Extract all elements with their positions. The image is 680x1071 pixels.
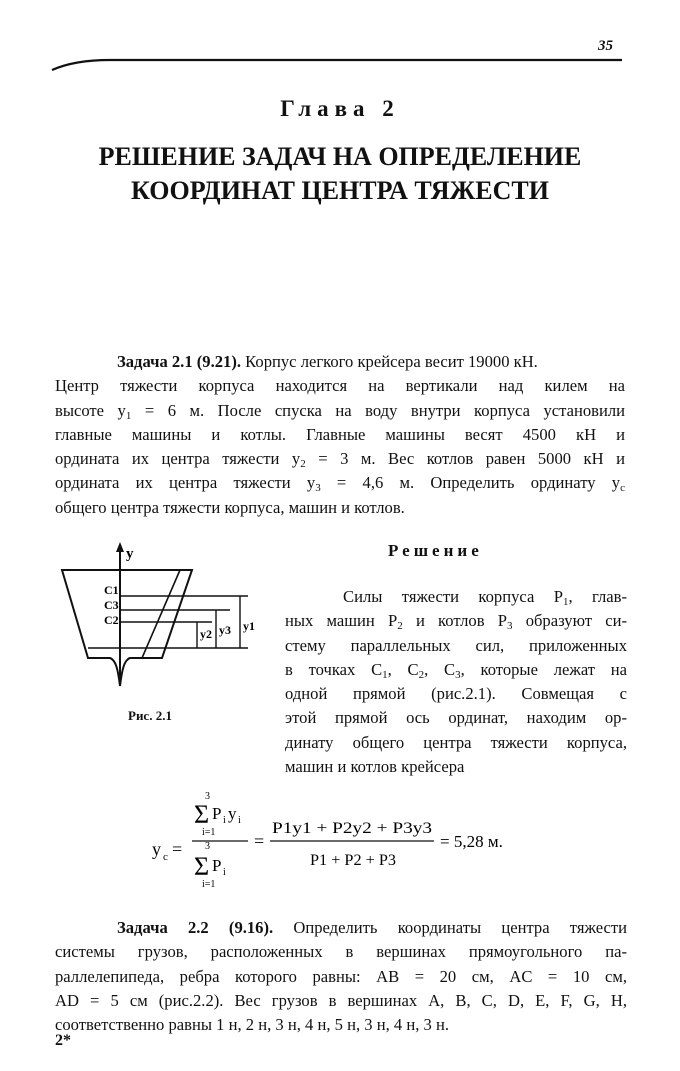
chapter-label: Глава 2: [280, 96, 400, 121]
axis-label: y: [126, 546, 134, 562]
task1-heading: Задача 2.1 (9.21).: [117, 352, 242, 371]
figure-2-1: [52, 538, 267, 703]
formula-expanded-numerator: P1y1 + P2y2 + P3y3: [272, 820, 432, 837]
task2-paragraph: Задача 2.2 (9.16). Определить координаты центра тяжести системы грузов, расположенных в вершинах прямоугольного па- раллелепипеда, ребра которого равны: AB = 20 см, AC = 10 см, AD = 5 см (рис.2.2). Вес грузов в вершинах A, B, C, D, E, F, G, H, соответственно равны 1 н, 2 н, 3 н, 4 н, 5 н, 3 н, 4 н, 3 н.: [55, 918, 627, 1035]
page-number: 35: [598, 38, 613, 54]
svg-text:i=1: i=1: [202, 879, 216, 890]
svg-text:3: 3: [205, 791, 210, 802]
point-c1: C1: [104, 583, 119, 597]
point-c2: C2: [104, 613, 119, 627]
svg-text:i: i: [223, 867, 226, 878]
formula-result: = 5,28 м.: [440, 832, 503, 851]
task2-heading: Задача 2.2 (9.16).: [117, 918, 274, 937]
formula-lhs: y: [152, 839, 161, 859]
svg-text:c: c: [163, 851, 168, 863]
dim-y3: y3: [219, 623, 231, 637]
svg-text:=: =: [254, 831, 265, 851]
svg-text:i: i: [238, 815, 241, 826]
svg-text:i: i: [223, 815, 226, 826]
formula: [150, 785, 540, 905]
point-c3: C3: [104, 598, 119, 612]
svg-text:3: 3: [205, 841, 210, 852]
chapter-title-line1: РЕШЕНИЕ ЗАДАЧ НА ОПРЕДЕЛЕНИЕ: [98, 142, 582, 171]
svg-text:=: =: [172, 839, 183, 859]
figure-caption: Рис. 2.1: [128, 708, 172, 723]
svg-text:P: P: [212, 856, 222, 875]
svg-text:Σ: Σ: [194, 800, 210, 829]
header-rule: [0, 0, 680, 90]
task1-paragraph: Задача 2.1 (9.21). Корпус легкого крейсера весит 19000 кН. Центр тяжести корпуса находится на вертикали над килем на высоте $y_1 = 6$ м. После спуска на воду внутри корпуса установили главные машины и котлы. Главные машины весят 4500 кН и ордината их центра тяжести $y_2 = 3$ м. Вес котлов равен 5000 кН и ордината их центра тяжести $y_3 = 4,6$ м. Определить ординату $y_c$ общего центра тяжести корпуса, машин и котлов.: [55, 352, 625, 517]
dim-y1: y1: [243, 619, 255, 633]
svg-text:y: y: [228, 804, 237, 823]
solution-paragraph: Силы тяжести корпуса $P_1$, глав- ных машин $P_2$ и котлов $P_3$ образуют си- стему параллельных сил, приложенных в точках $C_1$, $C_2$, $C_3$, которые лежат на одной прямой (рис.2.1). Совмещая с этой прямой ось ординат, находим ор- динату общего центра тяжести корпуса, машин и котлов крейсера: [285, 587, 628, 777]
svg-text:i=1: i=1: [202, 827, 216, 838]
chapter-title-line2: КООРДИНАТ ЦЕНТРА ТЯЖЕСТИ: [131, 176, 549, 205]
svg-text:P: P: [212, 804, 222, 823]
solution-title: Решение: [388, 541, 483, 560]
footer-signature-mark: 2*: [55, 1032, 71, 1049]
chapter-title: [40, 140, 640, 208]
formula-expanded-denominator: P1 + P2 + P3: [310, 852, 396, 869]
svg-text:Σ: Σ: [194, 852, 210, 881]
dim-y2: y2: [200, 627, 212, 641]
